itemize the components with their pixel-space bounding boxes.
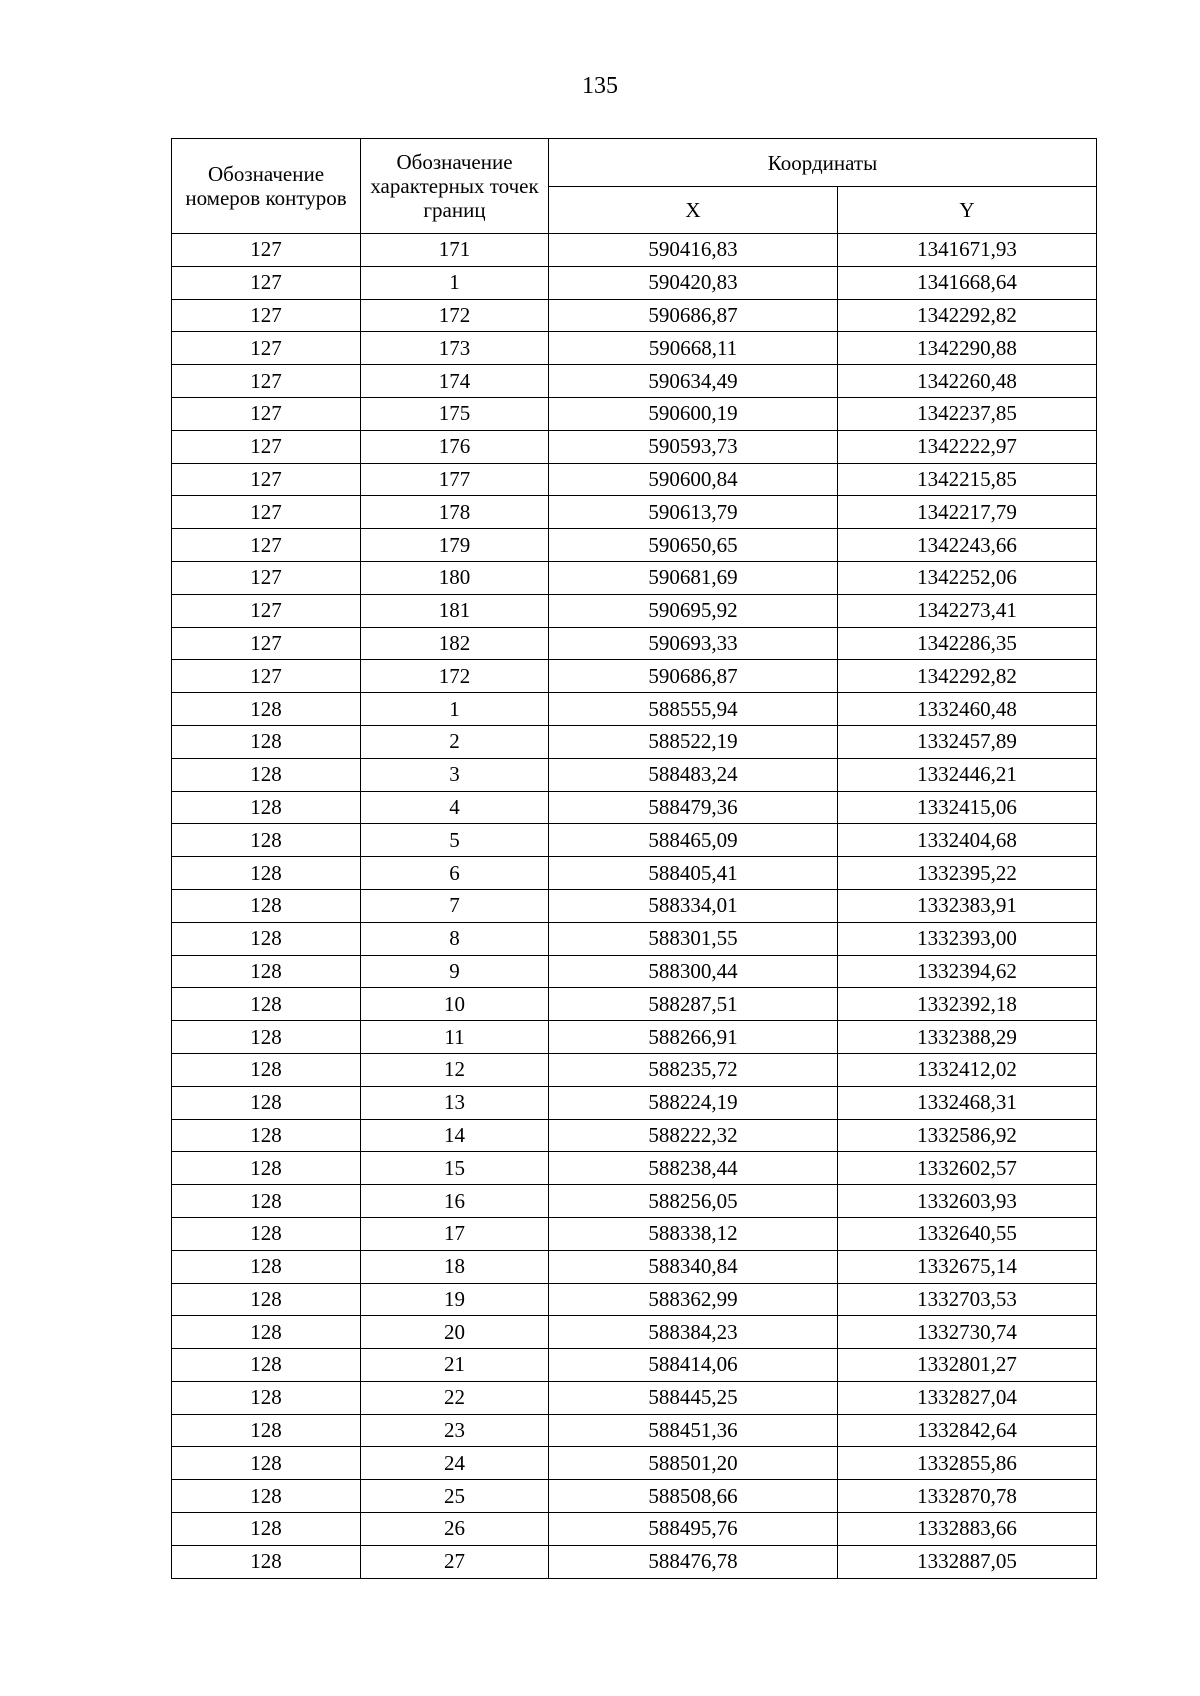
table-row [172, 758, 1097, 791]
cell-y: 1332404,68 [838, 824, 1097, 857]
cell-x: 590650,65 [549, 529, 838, 562]
cell-x: 588555,94 [549, 693, 838, 726]
cell-point: 172 [361, 660, 549, 693]
cell-point: 24 [361, 1447, 549, 1480]
cell-contour: 128 [172, 1381, 361, 1414]
header-coordinates: Координаты [549, 139, 1097, 187]
cell-x: 590695,92 [549, 594, 838, 627]
cell-x: 590686,87 [549, 660, 838, 693]
cell-y: 1332883,66 [838, 1513, 1097, 1546]
cell-point: 179 [361, 529, 549, 562]
table-row [172, 1217, 1097, 1250]
cell-x: 590600,19 [549, 397, 838, 430]
table-row [172, 1414, 1097, 1447]
table-row [172, 365, 1097, 398]
cell-point: 19 [361, 1283, 549, 1316]
cell-y: 1342243,66 [838, 529, 1097, 562]
cell-contour: 128 [172, 693, 361, 726]
cell-y: 1332457,89 [838, 725, 1097, 758]
cell-y: 1332602,57 [838, 1152, 1097, 1185]
cell-x: 588384,23 [549, 1316, 838, 1349]
page-number: 135 [582, 73, 618, 99]
cell-x: 588256,05 [549, 1185, 838, 1218]
table-row [172, 1480, 1097, 1513]
cell-point: 6 [361, 857, 549, 890]
cell-point: 175 [361, 397, 549, 430]
cell-contour: 128 [172, 1185, 361, 1218]
cell-point: 23 [361, 1414, 549, 1447]
table-body [172, 234, 1097, 1579]
table-row [172, 594, 1097, 627]
cell-x: 590416,83 [549, 234, 838, 267]
cell-x: 588522,19 [549, 725, 838, 758]
cell-point: 26 [361, 1513, 549, 1546]
cell-y: 1332640,55 [838, 1217, 1097, 1250]
cell-x: 588224,19 [549, 1086, 838, 1119]
cell-contour: 128 [172, 1021, 361, 1054]
cell-contour: 127 [172, 397, 361, 430]
cell-point: 177 [361, 463, 549, 496]
cell-x: 590613,79 [549, 496, 838, 529]
cell-contour: 127 [172, 627, 361, 660]
table-row [172, 1381, 1097, 1414]
cell-x: 588238,44 [549, 1152, 838, 1185]
cell-contour: 128 [172, 1152, 361, 1185]
cell-contour: 128 [172, 1349, 361, 1382]
cell-y: 1332393,00 [838, 922, 1097, 955]
cell-y: 1342292,82 [838, 660, 1097, 693]
table-row [172, 857, 1097, 890]
table-row [172, 397, 1097, 430]
table-row [172, 922, 1097, 955]
cell-x: 588338,12 [549, 1217, 838, 1250]
cell-y: 1332468,31 [838, 1086, 1097, 1119]
cell-contour: 127 [172, 463, 361, 496]
cell-contour: 128 [172, 955, 361, 988]
table-row [172, 529, 1097, 562]
cell-point: 15 [361, 1152, 549, 1185]
cell-y: 1332827,04 [838, 1381, 1097, 1414]
cell-y: 1332388,29 [838, 1021, 1097, 1054]
table-row [172, 955, 1097, 988]
cell-point: 22 [361, 1381, 549, 1414]
cell-y: 1332383,91 [838, 889, 1097, 922]
table-row [172, 889, 1097, 922]
cell-x: 588465,09 [549, 824, 838, 857]
cell-contour: 127 [172, 660, 361, 693]
cell-y: 1332412,02 [838, 1053, 1097, 1086]
cell-x: 590693,33 [549, 627, 838, 660]
cell-x: 588266,91 [549, 1021, 838, 1054]
cell-contour: 127 [172, 496, 361, 529]
cell-point: 3 [361, 758, 549, 791]
cell-x: 588235,72 [549, 1053, 838, 1086]
cell-x: 588300,44 [549, 955, 838, 988]
cell-contour: 127 [172, 299, 361, 332]
cell-y: 1341668,64 [838, 266, 1097, 299]
table-row [172, 1447, 1097, 1480]
table-row [172, 1545, 1097, 1578]
cell-x: 588501,20 [549, 1447, 838, 1480]
cell-contour: 128 [172, 1086, 361, 1119]
table-row [172, 1349, 1097, 1382]
cell-y: 1342286,35 [838, 627, 1097, 660]
cell-y: 1332586,92 [838, 1119, 1097, 1152]
cell-y: 1332870,78 [838, 1480, 1097, 1513]
header-x: X [549, 187, 838, 234]
coordinates-table [171, 138, 1097, 1579]
cell-point: 10 [361, 988, 549, 1021]
cell-y: 1332603,93 [838, 1185, 1097, 1218]
cell-x: 588222,32 [549, 1119, 838, 1152]
cell-contour: 128 [172, 1447, 361, 1480]
cell-y: 1332395,22 [838, 857, 1097, 890]
cell-point: 17 [361, 1217, 549, 1250]
table-row [172, 234, 1097, 267]
cell-contour: 127 [172, 234, 361, 267]
cell-contour: 128 [172, 1250, 361, 1283]
cell-contour: 127 [172, 365, 361, 398]
cell-x: 590668,11 [549, 332, 838, 365]
cell-contour: 128 [172, 1217, 361, 1250]
header-y: Y [838, 187, 1097, 234]
cell-contour: 127 [172, 561, 361, 594]
cell-contour: 128 [172, 1119, 361, 1152]
cell-point: 12 [361, 1053, 549, 1086]
cell-y: 1332730,74 [838, 1316, 1097, 1349]
cell-point: 16 [361, 1185, 549, 1218]
cell-point: 174 [361, 365, 549, 398]
table-row [172, 1086, 1097, 1119]
cell-contour: 128 [172, 1545, 361, 1578]
header-contour-numbers: Обозначение номеров контуров [172, 139, 361, 234]
cell-point: 4 [361, 791, 549, 824]
cell-point: 27 [361, 1545, 549, 1578]
table-row [172, 463, 1097, 496]
cell-point: 178 [361, 496, 549, 529]
cell-x: 588340,84 [549, 1250, 838, 1283]
cell-contour: 127 [172, 430, 361, 463]
cell-point: 171 [361, 234, 549, 267]
cell-y: 1332394,62 [838, 955, 1097, 988]
cell-point: 1 [361, 266, 549, 299]
table-row [172, 332, 1097, 365]
cell-contour: 128 [172, 791, 361, 824]
cell-contour: 128 [172, 1513, 361, 1546]
cell-y: 1332460,48 [838, 693, 1097, 726]
cell-contour: 127 [172, 594, 361, 627]
cell-y: 1332675,14 [838, 1250, 1097, 1283]
cell-x: 588287,51 [549, 988, 838, 1021]
table-row [172, 824, 1097, 857]
cell-point: 173 [361, 332, 549, 365]
cell-y: 1342260,48 [838, 365, 1097, 398]
table-row [172, 1316, 1097, 1349]
cell-x: 590420,83 [549, 266, 838, 299]
cell-point: 7 [361, 889, 549, 922]
table-row [172, 430, 1097, 463]
cell-y: 1342252,06 [838, 561, 1097, 594]
cell-y: 1332842,64 [838, 1414, 1097, 1447]
table-row [172, 627, 1097, 660]
cell-x: 590634,49 [549, 365, 838, 398]
table-row [172, 1283, 1097, 1316]
cell-y: 1342237,85 [838, 397, 1097, 430]
cell-point: 20 [361, 1316, 549, 1349]
cell-y: 1332446,21 [838, 758, 1097, 791]
cell-contour: 128 [172, 1283, 361, 1316]
cell-x: 588405,41 [549, 857, 838, 890]
cell-point: 8 [361, 922, 549, 955]
cell-x: 588445,25 [549, 1381, 838, 1414]
cell-contour: 128 [172, 725, 361, 758]
cell-contour: 128 [172, 758, 361, 791]
cell-point: 172 [361, 299, 549, 332]
table-row [172, 1152, 1097, 1185]
table-row [172, 791, 1097, 824]
cell-y: 1342290,88 [838, 332, 1097, 365]
table-row [172, 1053, 1097, 1086]
table-row [172, 725, 1097, 758]
cell-point: 2 [361, 725, 549, 758]
cell-contour: 127 [172, 529, 361, 562]
cell-point: 182 [361, 627, 549, 660]
cell-x: 588362,99 [549, 1283, 838, 1316]
cell-point: 176 [361, 430, 549, 463]
header-boundary-points: Обозначение характерных точек границ [361, 139, 549, 234]
cell-x: 590686,87 [549, 299, 838, 332]
cell-contour: 128 [172, 1316, 361, 1349]
cell-point: 21 [361, 1349, 549, 1382]
table-row [172, 1250, 1097, 1283]
cell-y: 1332392,18 [838, 988, 1097, 1021]
cell-contour: 128 [172, 824, 361, 857]
cell-contour: 128 [172, 1414, 361, 1447]
cell-x: 588451,36 [549, 1414, 838, 1447]
cell-x: 590593,73 [549, 430, 838, 463]
cell-point: 1 [361, 693, 549, 726]
cell-x: 588495,76 [549, 1513, 838, 1546]
cell-x: 588476,78 [549, 1545, 838, 1578]
table-row [172, 1021, 1097, 1054]
cell-y: 1332415,06 [838, 791, 1097, 824]
cell-y: 1342292,82 [838, 299, 1097, 332]
cell-contour: 128 [172, 922, 361, 955]
cell-x: 588508,66 [549, 1480, 838, 1513]
cell-y: 1342222,97 [838, 430, 1097, 463]
cell-y: 1332887,05 [838, 1545, 1097, 1578]
cell-x: 590600,84 [549, 463, 838, 496]
cell-point: 14 [361, 1119, 549, 1152]
cell-point: 180 [361, 561, 549, 594]
cell-contour: 128 [172, 1480, 361, 1513]
cell-point: 11 [361, 1021, 549, 1054]
cell-y: 1332801,27 [838, 1349, 1097, 1382]
cell-contour: 128 [172, 889, 361, 922]
table-row [172, 299, 1097, 332]
table-row [172, 266, 1097, 299]
cell-y: 1341671,93 [838, 234, 1097, 267]
cell-y: 1342217,79 [838, 496, 1097, 529]
cell-contour: 128 [172, 1053, 361, 1086]
table-row [172, 561, 1097, 594]
cell-x: 590681,69 [549, 561, 838, 594]
cell-x: 588301,55 [549, 922, 838, 955]
cell-point: 5 [361, 824, 549, 857]
table-row [172, 660, 1097, 693]
table-row [172, 1513, 1097, 1546]
cell-x: 588414,06 [549, 1349, 838, 1382]
cell-contour: 127 [172, 332, 361, 365]
table-row [172, 693, 1097, 726]
table-row [172, 1185, 1097, 1218]
cell-y: 1342215,85 [838, 463, 1097, 496]
cell-contour: 128 [172, 857, 361, 890]
table-row [172, 496, 1097, 529]
cell-point: 13 [361, 1086, 549, 1119]
cell-point: 181 [361, 594, 549, 627]
cell-x: 588479,36 [549, 791, 838, 824]
cell-y: 1332703,53 [838, 1283, 1097, 1316]
table-row [172, 1119, 1097, 1152]
cell-contour: 127 [172, 266, 361, 299]
table-row [172, 988, 1097, 1021]
cell-y: 1332855,86 [838, 1447, 1097, 1480]
cell-y: 1342273,41 [838, 594, 1097, 627]
table-header [172, 139, 1097, 234]
cell-x: 588334,01 [549, 889, 838, 922]
cell-point: 18 [361, 1250, 549, 1283]
cell-x: 588483,24 [549, 758, 838, 791]
cell-contour: 128 [172, 988, 361, 1021]
cell-point: 25 [361, 1480, 549, 1513]
cell-point: 9 [361, 955, 549, 988]
